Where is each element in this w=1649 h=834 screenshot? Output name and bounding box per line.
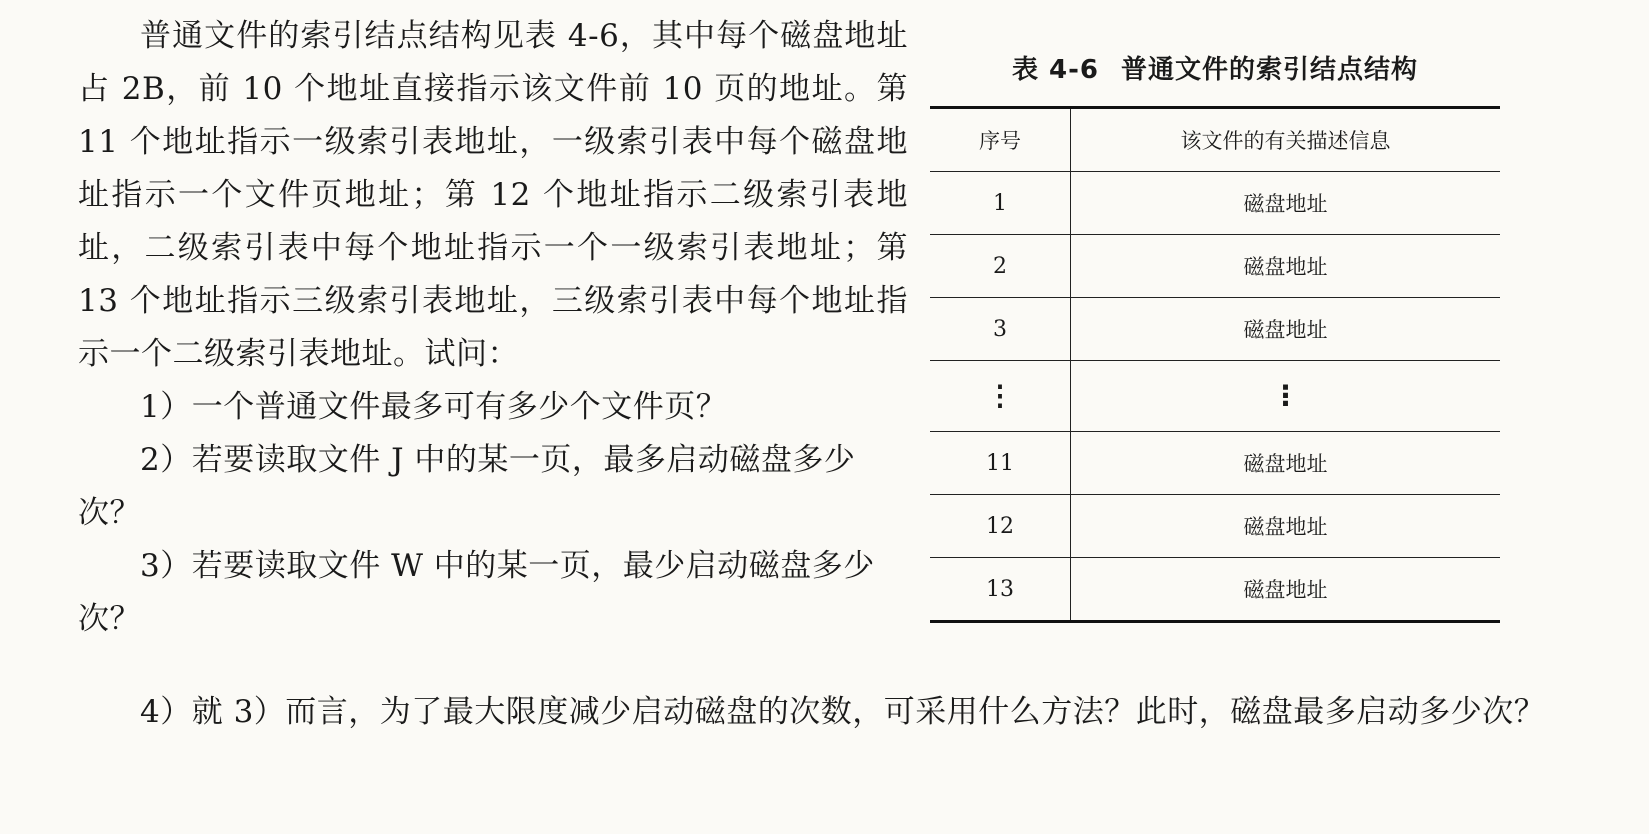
table-row xyxy=(930,495,1500,558)
row-seq: 2 xyxy=(930,235,1071,298)
row-seq: 1 xyxy=(930,172,1071,235)
index-node-table-block xyxy=(930,46,1500,623)
header-desc: 该文件的有关描述信息 xyxy=(1071,108,1501,172)
bottom-question-block xyxy=(78,686,1578,739)
table-header-row xyxy=(930,108,1500,172)
table-caption xyxy=(930,46,1500,94)
row-desc: 磁盘地址 xyxy=(1071,495,1501,558)
question-2: 2）若要读取文件 J 中的某一页，最多启动磁盘多少次？ xyxy=(78,442,856,531)
question-1: 1）一个普通文件最多可有多少个文件页？ xyxy=(140,389,728,425)
problem-text-column xyxy=(78,10,908,646)
question-3: 3）若要读取文件 W 中的某一页，最少启动磁盘多少次？ xyxy=(78,548,875,637)
table-caption-title: 普通文件的索引结点结构 xyxy=(1121,55,1419,85)
row-desc-ellipsis xyxy=(1071,361,1501,432)
intro-paragraph: 普通文件的索引结点结构见表 4-6，其中每个磁盘地址占 2B，前 10 个地址直接指示该文件前 10 页的地址。第 11 个地址指示一级索引表地址，一级索引表中每个磁盘地址指示一个文件页地址；第 12 个地址指示二级索引表地址，二级索引表中每个地址指示一个一级索引表地址；第 13 个地址指示三级索引表地址，三级索引表中每个地址指示一个二级索引表地址。试问： xyxy=(78,18,908,372)
row-seq-ellipsis xyxy=(930,361,1071,432)
table-row xyxy=(930,298,1500,361)
row-seq: 13 xyxy=(930,558,1071,622)
table-row xyxy=(930,558,1500,622)
table-row-ellipsis xyxy=(930,361,1500,432)
row-desc: 磁盘地址 xyxy=(1071,172,1501,235)
row-desc: 磁盘地址 xyxy=(1243,578,1328,602)
vertical-ellipsis-icon: ⋮ xyxy=(1271,379,1300,412)
vertical-ellipsis-icon: ⋮ xyxy=(986,379,1014,412)
row-seq: 12 xyxy=(930,495,1071,558)
index-node-table xyxy=(930,106,1500,623)
header-seq: 序号 xyxy=(930,108,1071,172)
row-desc: 磁盘地址 xyxy=(1071,432,1501,495)
table-row xyxy=(930,235,1500,298)
row-seq: 3 xyxy=(930,298,1071,361)
table-row xyxy=(930,172,1500,235)
table-row xyxy=(930,432,1500,495)
table-caption-number: 表 4-6 xyxy=(1011,55,1099,85)
row-desc: 磁盘地址 xyxy=(1071,235,1501,298)
row-desc: 磁盘地址 xyxy=(1071,298,1501,361)
question-4: 4）就 3）而言，为了最大限度减少启动磁盘的次数，可采用什么方法？此时，磁盘最多启动多少次？ xyxy=(140,694,1546,730)
row-seq: 11 xyxy=(930,432,1071,495)
